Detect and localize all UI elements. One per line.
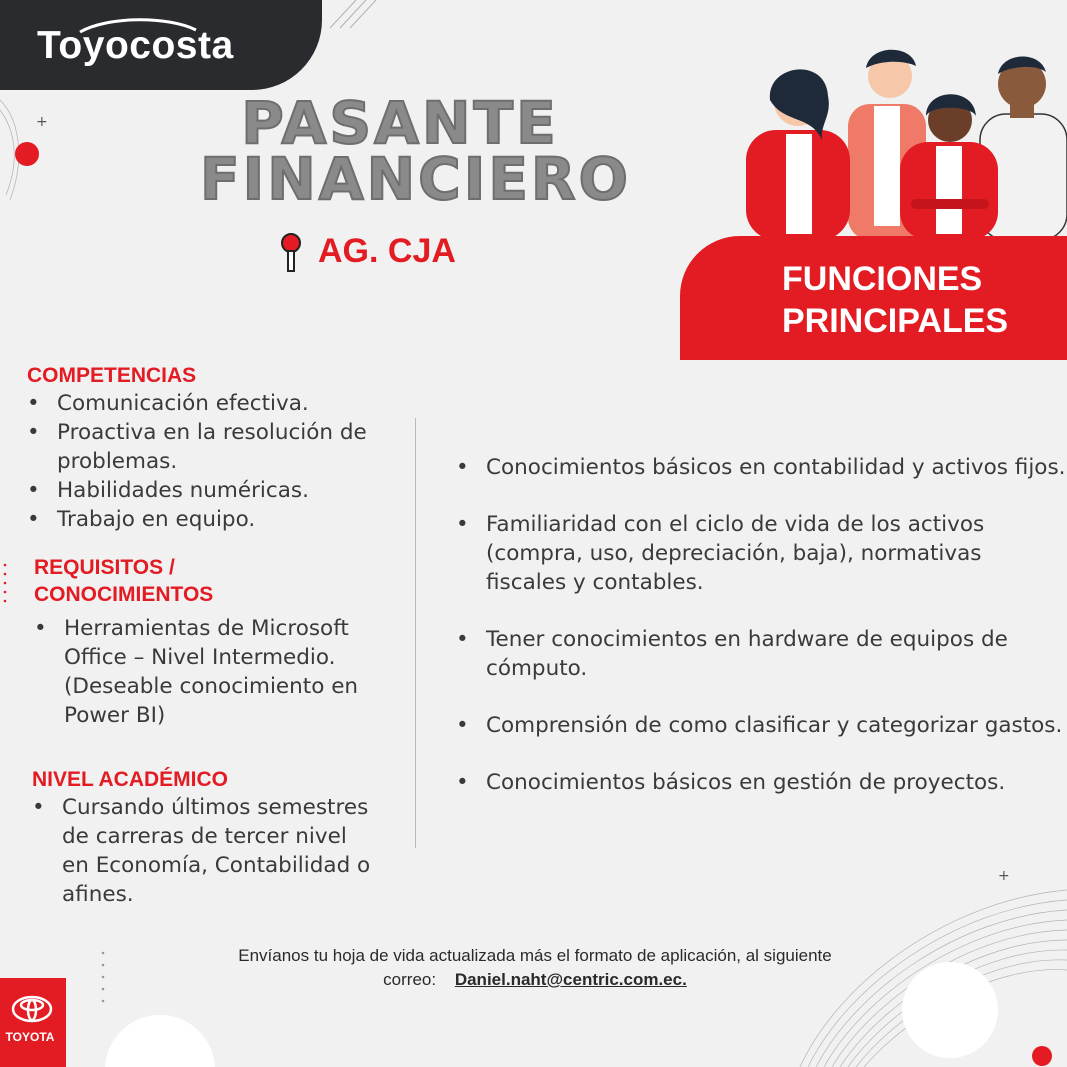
funciones-section bbox=[456, 453, 1066, 825]
requisitos-section bbox=[34, 554, 374, 730]
svg-text:+: + bbox=[998, 868, 1010, 884]
footer-contact bbox=[130, 970, 940, 990]
list-item: • Comprensión de como clasificar y categorizar gastos. bbox=[456, 711, 1066, 740]
footer-contact-prefix: correo: bbox=[383, 970, 437, 989]
list-item: • Conocimientos básicos en contabilidad y activos fijos. bbox=[456, 453, 1066, 482]
toyota-wordmark: TOYOTA bbox=[5, 1030, 55, 1044]
functions-heading bbox=[782, 258, 1008, 342]
nivel-list bbox=[32, 793, 372, 909]
list-item: • Comunicación efectiva. bbox=[27, 389, 387, 418]
toyota-logo-icon bbox=[10, 995, 54, 1023]
list-item: • Cursando últimos semestres de carreras de tercer nivel en Economía, Contabilidad o afines. bbox=[32, 793, 372, 909]
list-item: • Tener conocimientos en hardware de equipos de cómputo. bbox=[456, 625, 1066, 683]
requisitos-heading-line-2: CONOCIMIENTOS bbox=[34, 583, 214, 606]
decorative-circle-bottom-left bbox=[100, 1010, 220, 1067]
list-item: • Familiaridad con el ciclo de vida de los activos (compra, uso, depreciación, baja), normativas fiscales y contables. bbox=[456, 510, 1066, 597]
title-line-1: PASANTE bbox=[241, 89, 559, 157]
column-divider bbox=[415, 418, 416, 848]
footer-instruction: Envíanos tu hoja de vida actualizada más el formato de aplicación, al siguiente bbox=[238, 946, 832, 965]
email-link[interactable]: Daniel.naht@centric.com.ec. bbox=[454, 970, 687, 989]
location-label: AG. CJA bbox=[318, 232, 456, 270]
decorative-dots-bottom bbox=[100, 950, 106, 1010]
competencias-list bbox=[27, 389, 387, 534]
team-illustration bbox=[740, 44, 1067, 240]
list-item: • Conocimientos básicos en gestión de proyectos. bbox=[456, 768, 1066, 797]
brand-logo: Toyocosta bbox=[37, 24, 234, 67]
decorative-slashes bbox=[330, 0, 390, 30]
location-pin-icon bbox=[280, 233, 302, 275]
list-item: • Herramientas de Microsoft Office – Nivel Intermedio. (Deseable conocimiento en Power BI) bbox=[34, 614, 374, 730]
svg-text:+: + bbox=[36, 114, 48, 130]
requisitos-heading bbox=[34, 554, 374, 608]
competencias-section bbox=[27, 362, 387, 534]
nivel-section bbox=[32, 766, 372, 909]
requisitos-heading-line-1: REQUISITOS / bbox=[34, 556, 175, 579]
list-item: • Habilidades numéricas. bbox=[27, 476, 387, 505]
title-line-2: FINANCIERO bbox=[200, 145, 631, 213]
requisitos-list bbox=[34, 614, 374, 730]
page-title bbox=[200, 89, 631, 213]
decorative-dots-left bbox=[2, 562, 8, 606]
competencias-heading: COMPETENCIAS bbox=[27, 364, 197, 387]
list-item: • Trabajo en equipo. bbox=[27, 505, 387, 534]
decorative-lines-left bbox=[0, 90, 60, 210]
funciones-list bbox=[456, 453, 1066, 797]
nivel-heading: NIVEL ACADÉMICO bbox=[32, 768, 229, 791]
functions-heading-line-2: PRINCIPALES bbox=[782, 302, 1009, 340]
list-item: • Proactiva en la resolución de problemas. bbox=[27, 418, 387, 476]
functions-heading-line-1: FUNCIONES bbox=[782, 260, 983, 298]
